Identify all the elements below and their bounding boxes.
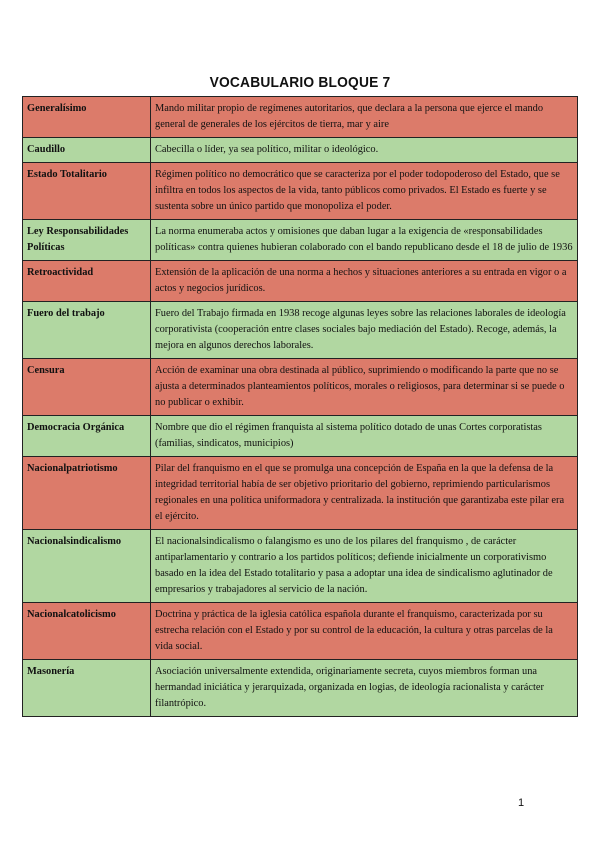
definition-cell: La norma enumeraba actos y omisiones que daban lugar a la exigencia de «responsabilidades políticas» contra quienes hubieran colaborado con el bando republicano desde el 18 de julio de 1936	[151, 220, 578, 261]
page-number: 1	[518, 797, 525, 809]
table-row	[23, 660, 578, 717]
term-cell: Nacionalsindicalismo	[23, 530, 151, 603]
term-cell: Masonería	[23, 660, 151, 717]
term-cell: Estado Totalitario	[23, 163, 151, 220]
definition-cell: Acción de examinar una obra destinada al público, suprimiendo o modificando la parte que no se ajusta a determinados planteamientos políticos, morales o religiosos, para determinar si se puede o no publicar o exhibir.	[151, 359, 578, 416]
definition-cell: Pilar del franquismo en el que se promulga una concepción de España en la que la defensa de la integridad territorial había de ser objetivo prioritario del gobierno, reprimiendo particularismos regionales en una política uniformadora y centralizada. la institución que garantizaba este pilar era el ejército.	[151, 457, 578, 530]
table-row	[23, 457, 578, 530]
term-cell: Nacionalpatriotismo	[23, 457, 151, 530]
definition-cell: Mando militar propio de regímenes autoritarios, que declara a la persona que ejerce el mando general de generales de los ejércitos de tierra, mar y aire	[151, 97, 578, 138]
table-row	[23, 603, 578, 660]
definition-cell: Cabecilla o líder, ya sea político, militar o ideológico.	[151, 138, 578, 163]
term-cell: Nacionalcatolicismo	[23, 603, 151, 660]
definition-cell: Extensión de la aplicación de una norma a hechos y situaciones anteriores a su entrada en vigor o a actos y negocios jurídicos.	[151, 261, 578, 302]
table-row	[23, 302, 578, 359]
term-cell: Censura	[23, 359, 151, 416]
document-title: VOCABULARIO BLOQUE 7	[209, 74, 391, 91]
term-cell: Generalísimo	[23, 97, 151, 138]
table-row	[23, 138, 578, 163]
term-cell: Retroactividad	[23, 261, 151, 302]
definition-cell: Fuero del Trabajo firmada en 1938 recoge algunas leyes sobre las relaciones laborales de ideología corporativista (cooperación entre clases sociales bajo mediación del Estado). Recoge, además, la mejora en algunos derechos laborales.	[151, 302, 578, 359]
table-row	[23, 530, 578, 603]
table-row	[23, 163, 578, 220]
table-row	[23, 416, 578, 457]
term-cell: Fuero del trabajo	[23, 302, 151, 359]
definition-cell: El nacionalsindicalismo o falangismo es uno de los pilares del franquismo , de carácter antiparlamentario y contrario a los partidos políticos; defiende inicialmente un corporativismo basado en la idea del Estado totalitario y pasa a adoptar una idea de sindicalismo aglutinador de empresarios y trabajadores al servicio de la nación.	[151, 530, 578, 603]
term-cell: Democracia Orgánica	[23, 416, 151, 457]
table-row	[23, 261, 578, 302]
definition-cell: Asociación universalmente extendida, originariamente secreta, cuyos miembros forman una hermandad iniciática y jerarquizada, organizada en logias, de ideología racionalista y carácter filantrópico.	[151, 660, 578, 717]
table-row	[23, 359, 578, 416]
definition-cell: Régimen político no democrático que se caracteriza por el poder todopoderoso del Estado, que se infiltra en todos los aspectos de la vida, tanto públicos como privados. El Estado es fuerte y se sustenta sobre un único partido que monopoliza el poder.	[151, 163, 578, 220]
term-cell: Ley Responsabilidades Políticas	[23, 220, 151, 261]
table-row	[23, 220, 578, 261]
table-row	[23, 97, 578, 138]
vocabulary-table	[22, 96, 578, 717]
definition-cell: Doctrina y práctica de la iglesia católica española durante el franquismo, caracterizada por su estrecha relación con el Estado y por su control de la educación, la cultura y otras parcelas de la vida social.	[151, 603, 578, 660]
definition-cell: Nombre que dio el régimen franquista al sistema político dotado de unas Cortes corporatistas (familias, sindicatos, municipios)	[151, 416, 578, 457]
term-cell: Caudillo	[23, 138, 151, 163]
